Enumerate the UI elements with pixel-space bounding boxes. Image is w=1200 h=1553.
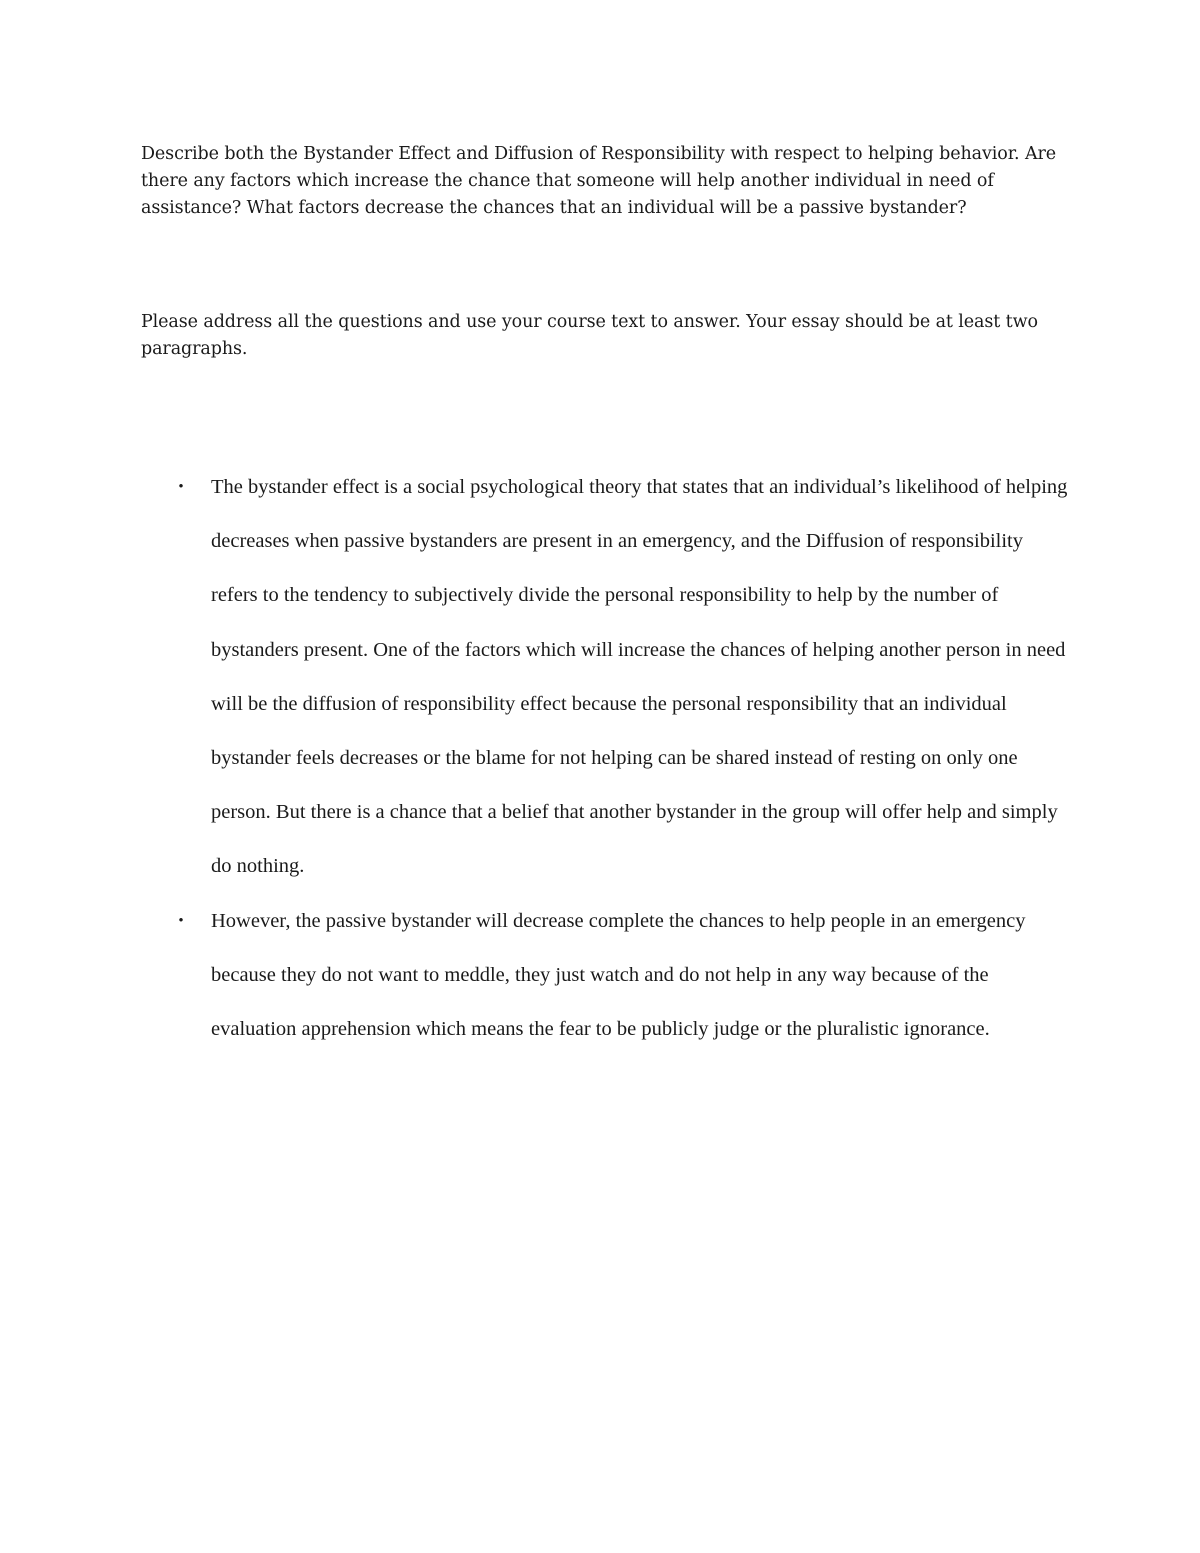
answer-paragraph-2: However, the passive bystander will decrease complete the chances to help people in an emergency because they do not want to meddle, they just watch and do not help in any way because of the evaluation apprehension which means the fear to be publicly judge or the pluralistic ignorance. (211, 909, 1026, 1041)
answer-bullet-list (141, 460, 1071, 1056)
answer-paragraph-1: The bystander effect is a social psychological theory that states that an individual’s likelihood of helping decreases when passive bystanders are present in an emergency, and the Diffusion of responsibility refers to the tendency to subjectively divide the personal responsibility to help by the number of bystanders present. One of the factors which will increase the chances of helping another person in need will be the diffusion of responsibility effect because the personal responsibility that an individual bystander feels decreases or the blame for not helping can be shared instead of resting on only one person. But there is a chance that a belief that another bystander in the group will offer help and simply do nothing. (211, 476, 1068, 878)
list-item (141, 460, 1071, 894)
bullet-icon: • (178, 912, 184, 929)
list-item (141, 894, 1071, 1057)
question-paragraph: Describe both the Bystander Effect and Diffusion of Responsibility with respect to helping behavior. Are there any factors which increase the chance that someone will help another individual in need of assistance? What factors decrease the chances that an individual will be a passive bystander? (141, 144, 1057, 218)
instructions-paragraph: Please address all the questions and use your course text to answer. Your essay should be at least two paragraphs. (141, 312, 1038, 359)
bullet-icon: • (178, 479, 184, 495)
